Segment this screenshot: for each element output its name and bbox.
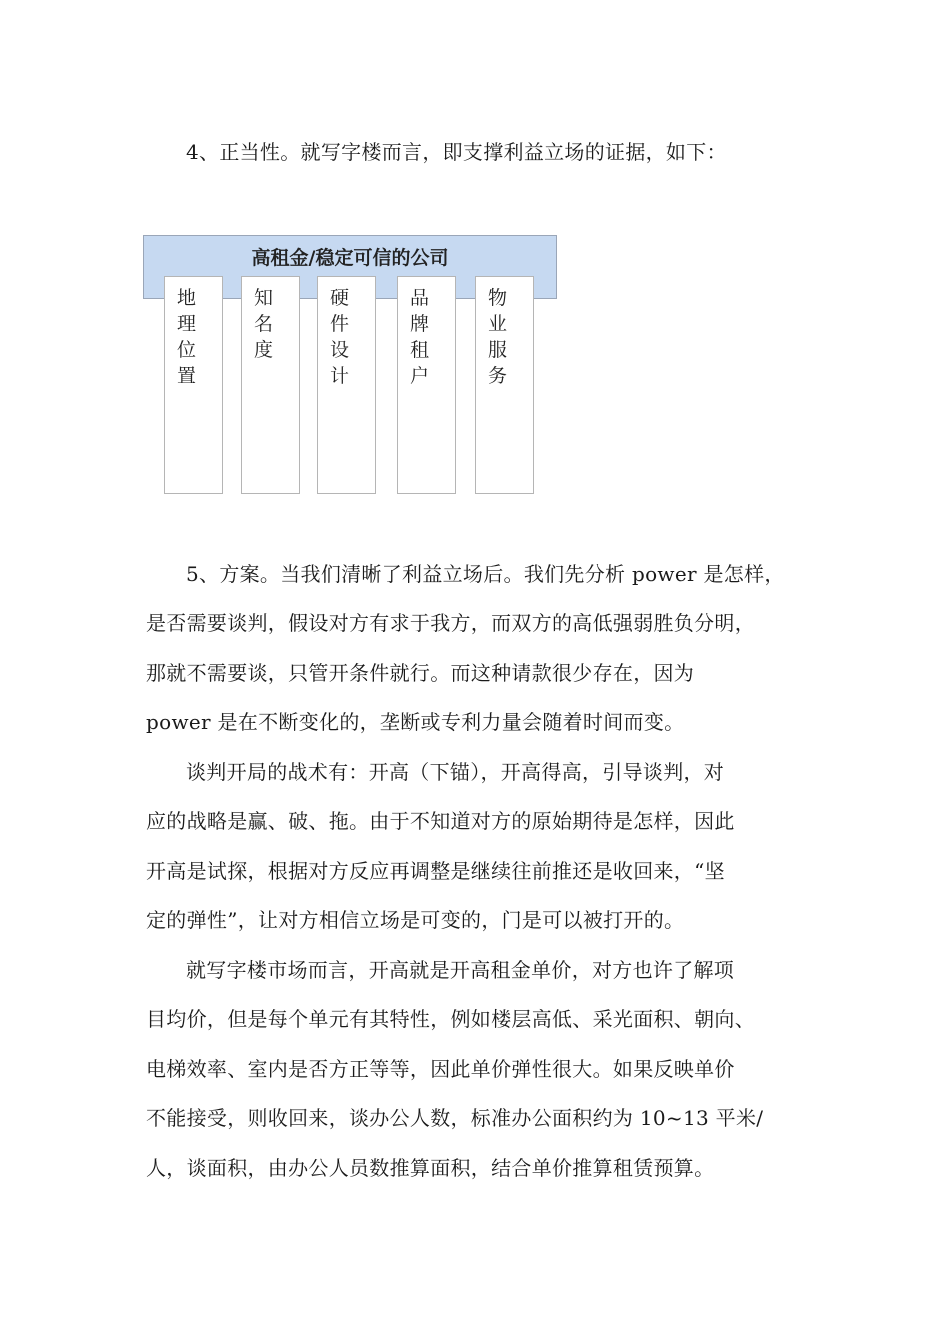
section-5-line: power 是在不断变化的，垄断或专利力量会随着时间而变。 — [146, 710, 685, 735]
diagram-box-label: 知名度 — [254, 287, 274, 361]
diagram-box-label: 硬件设计 — [330, 287, 350, 387]
diagram-box-label: 地理位置 — [177, 287, 197, 387]
office-market-paragraph — [146, 946, 826, 1193]
diagram-title: 高租金/稳定可信的公司 — [251, 247, 449, 269]
tactics-paragraph — [146, 748, 826, 946]
office-line: 目均价，但是每个单元有其特性，例如楼层高低、采光面积、朝向、 — [146, 1007, 755, 1032]
section-4-line: 4、正当性。就写字楼而言，即支撑利益立场的证据，如下： — [186, 140, 727, 164]
tactics-line: 开高是试探，根据对方反应再调整是继续往前推还是收回来，“坚 — [146, 858, 725, 883]
section-5-line: 那就不需要谈，只管开条件就行。而这种请款很少存在，因为 — [146, 660, 695, 685]
section-4-paragraph — [146, 128, 826, 177]
tactics-line: 应的战略是赢、破、拖。由于不知道对方的原始期待是怎样，因此 — [146, 809, 735, 834]
section-5-paragraph — [146, 550, 826, 748]
office-line: 电梯效率、室内是否方正等等，因此单价弹性很大。如果反映单价 — [146, 1056, 735, 1081]
diagram-box-label: 物业服务 — [488, 287, 508, 387]
tactics-line: 谈判开局的战术有：开高（下锚），开高得高，引导谈判，对 — [186, 760, 725, 784]
diagram-box-label: 品牌租户 — [410, 287, 430, 387]
section-5-line: 5、方案。当我们清晰了利益立场后。我们先分析 power 是怎样， — [186, 562, 785, 586]
office-line: 人，谈面积，由办公人员数推算面积，结合单价推算租赁预算。 — [146, 1155, 715, 1180]
office-line: 不能接受，则收回来，谈办公人数，标准办公面积约为 10~13 平米/ — [146, 1106, 764, 1131]
tactics-line: 定的弹性”，让对方相信立场是可变的，门是可以被打开的。 — [146, 908, 685, 933]
diagram-box-property-service — [475, 276, 534, 494]
diagram-box-brand-tenants — [397, 276, 456, 494]
evidence-diagram — [143, 235, 557, 495]
diagram-box-reputation — [241, 276, 300, 494]
diagram-box-location — [164, 276, 223, 494]
office-line: 就写字楼市场而言，开高就是开高租金单价，对方也许了解项 — [186, 958, 735, 982]
diagram-box-hardware — [317, 276, 376, 494]
section-5-line: 是否需要谈判，假设对方有求于我方，而双方的高低强弱胜负分明， — [146, 611, 755, 636]
